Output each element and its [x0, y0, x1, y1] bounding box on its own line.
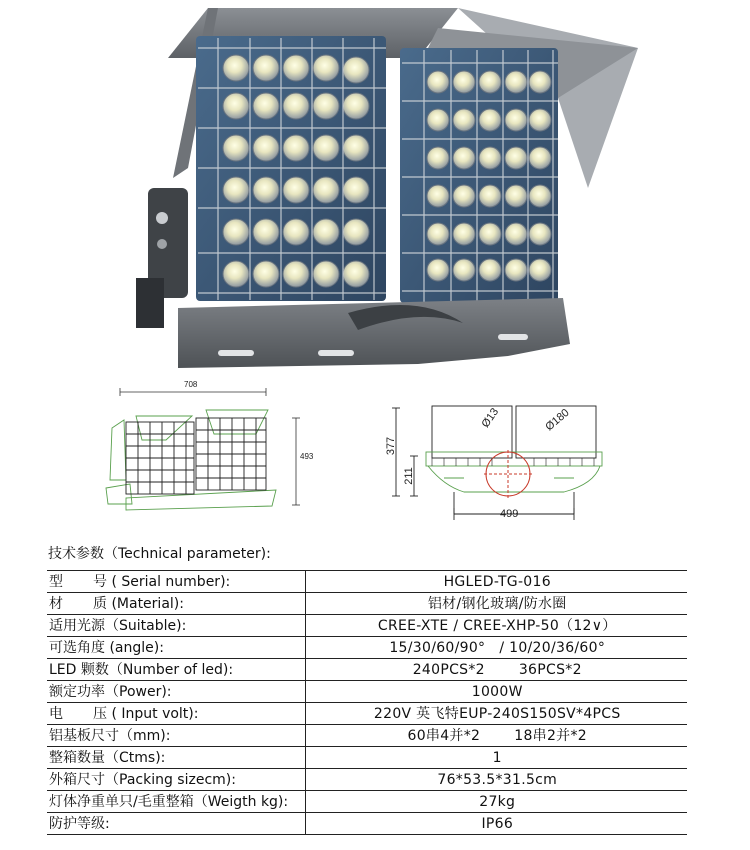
spec-value: 220V 英飞特EUP-240S150SV*4PCS — [305, 703, 687, 725]
table-row — [47, 659, 687, 681]
side-height-label: 377 — [385, 436, 398, 456]
side-view-drawing — [384, 396, 624, 526]
spec-label: 型 号 ( Serial number): — [47, 571, 305, 593]
spec-label: 可选角度 (angle): — [47, 637, 305, 659]
spec-value: HGLED-TG-016 — [305, 571, 687, 593]
side-base-label: 499 — [500, 508, 519, 520]
spec-value: 15/30/60/90° / 10/20/36/60° — [305, 637, 687, 659]
spec-table — [47, 570, 687, 835]
table-row — [47, 571, 687, 593]
spec-value: 1000W — [305, 681, 687, 703]
spec-value: 76*53.5*31.5cm — [305, 769, 687, 791]
table-row — [47, 615, 687, 637]
front-height-label: 493 — [300, 452, 314, 461]
spec-label: 灯体净重单只/毛重整箱（Weigth kg): — [47, 791, 305, 813]
spec-label: 电 压 ( Input volt): — [47, 703, 305, 725]
spec-label: 铝基板尺寸（mm): — [47, 725, 305, 747]
spec-value: IP66 — [305, 813, 687, 835]
spec-value: 240PCS*2 36PCS*2 — [305, 659, 687, 681]
hole-diameter-label: Ø13 — [479, 406, 502, 430]
spec-value: 60串4并*2 18串2并*2 — [305, 725, 687, 747]
spec-value: CREE-XTE / CREE-XHP-50（12∨） — [305, 615, 687, 637]
side-bracket-label: 211 — [402, 467, 415, 485]
table-row — [47, 813, 687, 835]
spec-heading: 技术参数（Technical parameter): — [48, 546, 271, 562]
table-row — [47, 593, 687, 615]
table-row — [47, 769, 687, 791]
front-view-drawing — [96, 380, 326, 520]
spec-label: 适用光源（Suitable): — [47, 615, 305, 637]
spec-value: 铝材/钢化玻璃/防水圈 — [305, 593, 687, 615]
spec-label: 整箱数量（Ctms): — [47, 747, 305, 769]
front-width-label: 708 — [184, 380, 198, 389]
pipe-diameter-label: Ø180 — [543, 406, 572, 434]
spec-value: 1 — [305, 747, 687, 769]
side-view-lines — [384, 396, 624, 526]
table-row — [47, 703, 687, 725]
table-row — [47, 681, 687, 703]
spec-label: 额定功率（Power): — [47, 681, 305, 703]
spec-value: 27kg — [305, 791, 687, 813]
spec-label: 外箱尺寸（Packing sizecm): — [47, 769, 305, 791]
table-row — [47, 725, 687, 747]
table-row — [47, 637, 687, 659]
spec-label: LED 颗数（Number of led): — [47, 659, 305, 681]
front-view-lines — [96, 380, 326, 520]
table-row — [47, 747, 687, 769]
spec-label: 材 质 (Material): — [47, 593, 305, 615]
spec-label: 防护等级: — [47, 813, 305, 835]
floodlight-product-image — [118, 8, 638, 374]
table-row — [47, 791, 687, 813]
